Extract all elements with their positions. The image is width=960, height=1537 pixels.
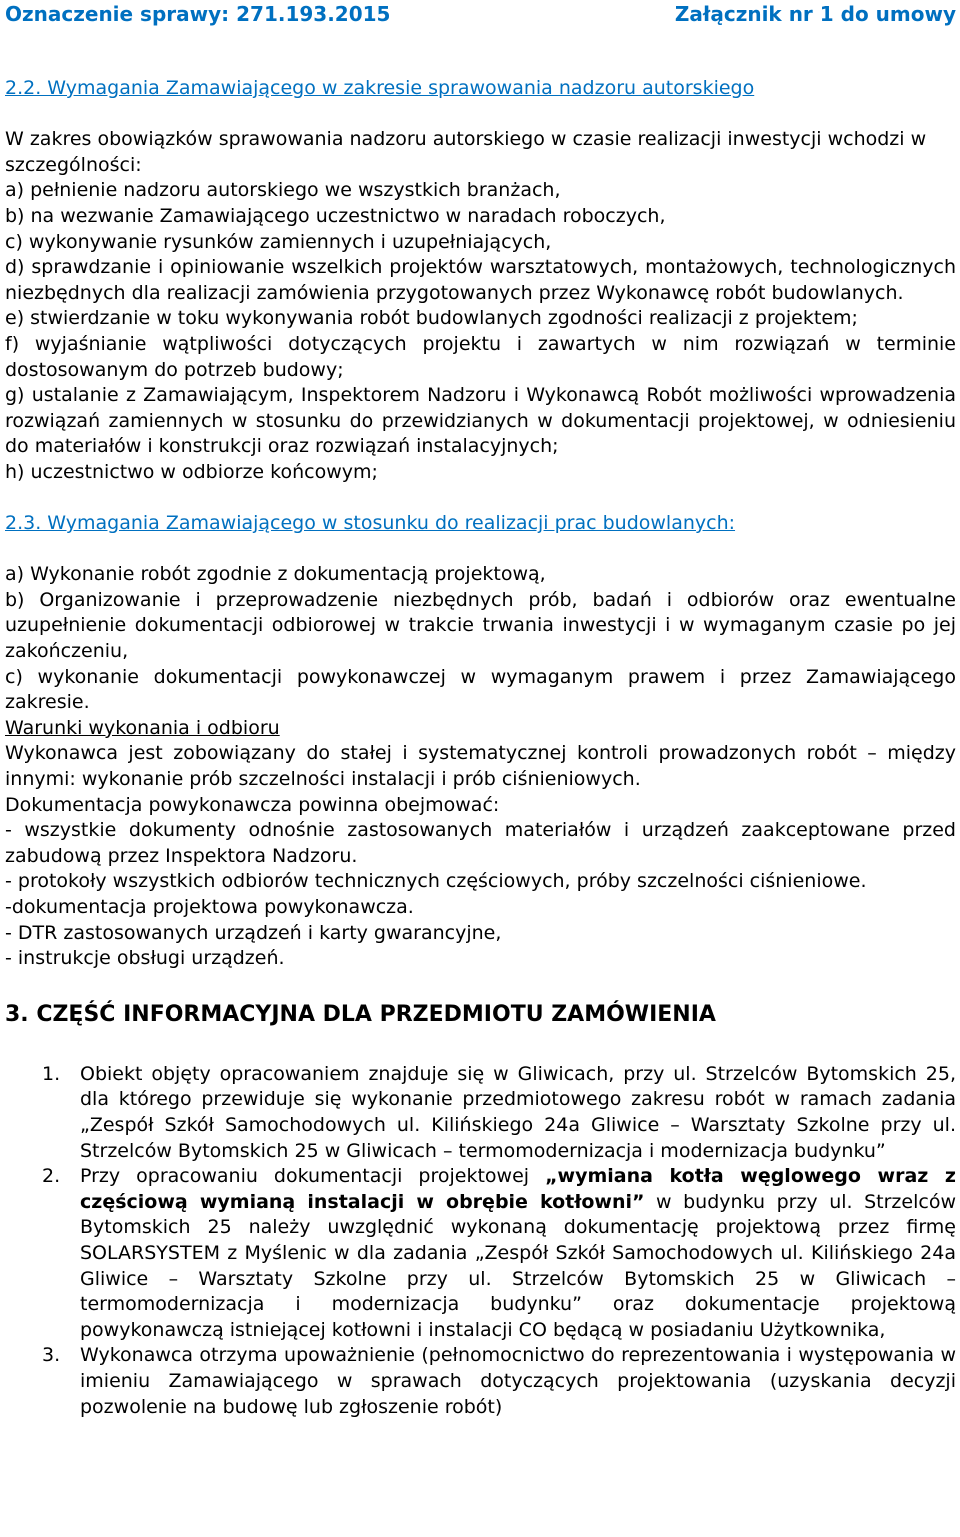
list-item: a) Wykonanie robót zgodnie z dokumentacją projektową, bbox=[5, 563, 546, 586]
list-item: - wszystkie dokumenty odnośnie zastosowanych materiałów i urządzeń zaakceptowane przed zabudową przez Inspektora Nadzoru. bbox=[5, 819, 956, 867]
list-item: f) wyjaśnianie wątpliwości dotyczących projektu i zawartych w nim rozwiązań w terminie dostosowanym do potrzeb budowy; bbox=[5, 332, 956, 381]
item-number: 3. bbox=[42, 1344, 61, 1367]
attachment-label: Załącznik nr 1 do umowy bbox=[674, 2, 956, 26]
case-reference: Oznaczenie sprawy: 271.193.2015 bbox=[5, 2, 391, 26]
section-2-2-intro: W zakres obowiązków sprawowania nadzoru autorskiego w czasie realizacji inwestycji wchodzi w szczególności: bbox=[5, 128, 927, 176]
section-3-title: 3. CZĘŚĆ INFORMACYJNA DLA PRZEDMIOTU ZAMÓWIENIA bbox=[5, 1001, 716, 1027]
item-text-bold: „wymiana kotła węglowego wraz z częściową wymianą instalacji w obrębie kotłowni” bbox=[80, 1165, 956, 1213]
list-item: c) wykonywanie rysunków zamiennych i uzupełniających, bbox=[5, 230, 552, 253]
list-item: g) ustalanie z Zamawiającym, Inspektorem Nadzoru i Wykonawcą Robót możliwości wprowadzenia rozwiązań zamiennych w stosunku do przewidzianych w dokumentacji projektowej, w odniesieniu do materiałów i konstrukcji oraz rozwiązań instalacyjnych; bbox=[5, 384, 956, 458]
item-number: 1. bbox=[42, 1062, 61, 1085]
page-header bbox=[5, 0, 956, 27]
list-item bbox=[5, 1343, 956, 1420]
list-item: - DTR zastosowanych urządzeń i karty gwarancyjne, bbox=[5, 921, 502, 944]
list-item: b) na wezwanie Zamawiającego uczestnictwo w naradach roboczych, bbox=[5, 204, 666, 227]
list-item: c) wykonanie dokumentacji powykonawczej w wymaganym prawem i przez Zamawiającego zakresie. bbox=[5, 665, 956, 714]
list-item: a) pełnienie nadzoru autorskiego we wszystkich branżach, bbox=[5, 179, 561, 202]
list-item: - protokoły wszystkich odbiorów technicznych częściowych, próby szczelności ciśnieniowe. bbox=[5, 870, 867, 893]
subheading: Warunki wykonania i odbioru bbox=[5, 716, 280, 739]
item-text-post: w budynku przy ul. Strzelców Bytomskich 25 należy uwzględnić wykonaną dokumentację projektową przez firmę SOLARSYSTEM z Myślenic w dla zadania „Zespół Szkół Samochodowych ul. Kilińskiego 24a Gliwice – Warsztaty Szkolne przy ul. Strzelców Bytomskich 25 w Gliwicach – termomodernizacja i modernizacja budynku” oraz dokumentacje projektową powykonawczą istniejącej kotłowni i instalacji CO będącą w posiadaniu Użytkownika, bbox=[80, 1190, 956, 1341]
paragraph: Dokumentacja powykonawcza powinna obejmować: bbox=[5, 793, 500, 816]
document-page bbox=[5, 0, 956, 1420]
section-2-2-title: 2.2. Wymagania Zamawiającego w zakresie sprawowania nadzoru autorskiego bbox=[5, 77, 755, 99]
list-item: h) uczestnictwo w odbiorze końcowym; bbox=[5, 460, 378, 483]
paragraph: Wykonawca jest zobowiązany do stałej i systematycznej kontroli prowadzonych robót – między innymi: wykonanie prób szczelności instalacji i prób ciśnieniowych. bbox=[5, 742, 956, 791]
list-item: -dokumentacja projektowa powykonawcza. bbox=[5, 896, 414, 918]
info-list bbox=[5, 1062, 956, 1420]
item-text: Wykonawca otrzyma upoważnienie (pełnomocnictwo do reprezentowania i występowania w imieniu Zamawiającego w sprawach dotyczących projektowania (uzyskania decyzji pozwolenie na budowę lub zgłoszenie robót) bbox=[80, 1344, 956, 1418]
list-item: b) Organizowanie i przeprowadzenie niezbędnych prób, badań i odbiorów oraz ewentualne uzupełnienie dokumentacji odbiorowej w trakcie trwania inwestycji i w wymaganym czasie po jej zakończeniu, bbox=[5, 588, 956, 663]
list-item: d) sprawdzanie i opiniowanie wszelkich projektów warsztatowych, montażowych, technologicznych niezbędnych dla realizacji zamówienia przygotowanych przez Wykonawcę robót budowlanych. bbox=[5, 256, 956, 304]
item-number: 2. bbox=[42, 1165, 61, 1188]
item-text: Obiekt objęty opracowaniem znajduje się w Gliwicach, przy ul. Strzelców Bytomskich 25, dla którego przewiduje się wykonanie przedmiotowego zakresu robót w ramach zadania „Zespół Szkół Samochodowych ul. Kilińskiego 24a Gliwice – Warsztaty Szkolne przy ul. Strzelców Bytomskich 25 w Gliwicach – termomodernizacja i modernizacja budynku” bbox=[80, 1062, 956, 1162]
list-item: - instrukcje obsługi urządzeń. bbox=[5, 947, 285, 970]
list-item: e) stwierdzanie w toku wykonywania robót budowlanych zgodności realizacji z projektem; bbox=[5, 307, 858, 330]
list-item bbox=[5, 1062, 956, 1164]
item-text-pre: Przy opracowaniu dokumentacji projektowej bbox=[80, 1165, 546, 1188]
list-item bbox=[5, 1164, 956, 1343]
section-2-3-title: 2.3. Wymagania Zamawiającego w stosunku do realizacji prac budowlanych: bbox=[5, 512, 736, 535]
